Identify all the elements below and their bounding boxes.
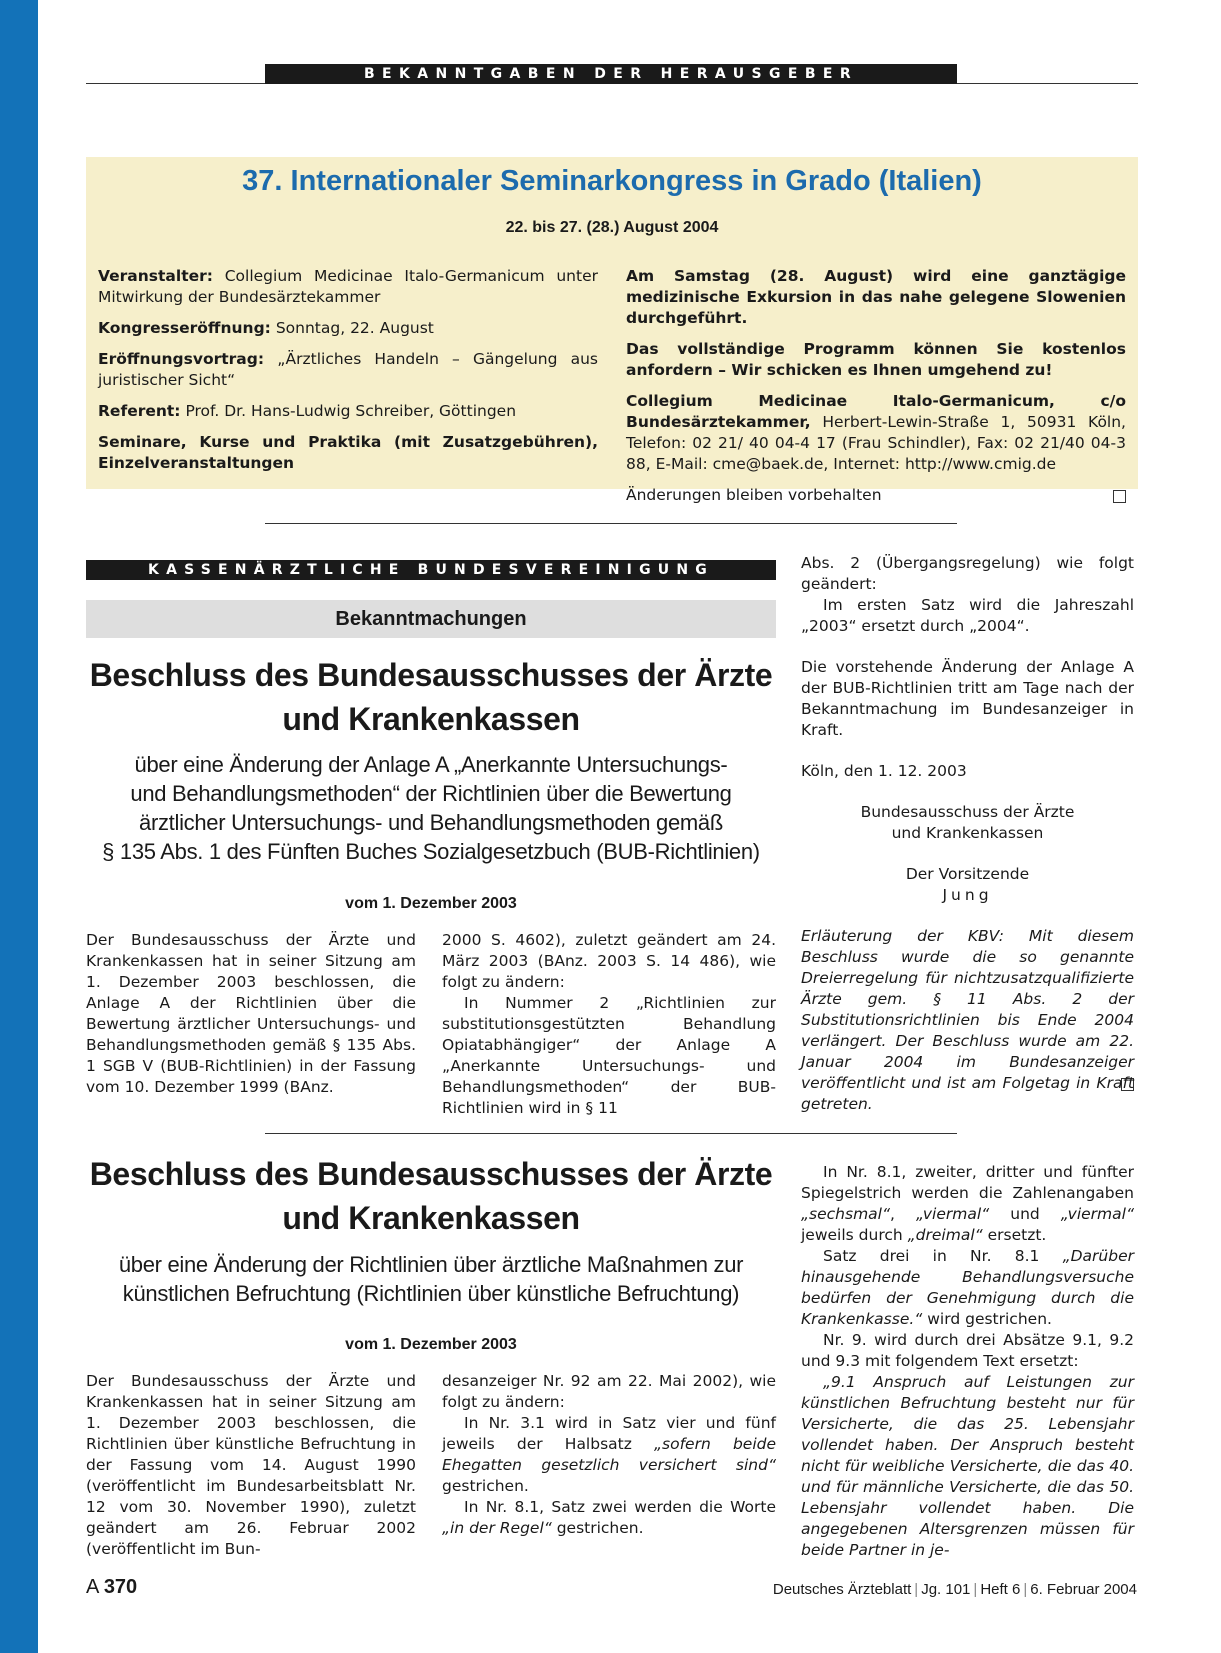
seminar-title: 37. Internationaler Seminarkongress in Grado (Italien) <box>242 165 982 197</box>
text-run: gestrichen. <box>551 1519 644 1537</box>
article1-signature-name: Jung <box>942 886 993 904</box>
article1-signature-line3: Der Vorsitzende <box>905 865 1030 883</box>
article1-kbv-note <box>801 926 1134 1115</box>
text-run: In Nr. 3.1 wird in Satz vier und fünf jeweils der Halbsatz <box>442 1414 776 1453</box>
text-run: In Nr. 8.1, Satz zwei werden die Worte <box>464 1498 776 1516</box>
seminar-info-right-column <box>626 266 1126 516</box>
journal-date: 6. Februar 2004 <box>1030 1581 1137 1598</box>
kontakt-line <box>626 391 1126 475</box>
article2-col3-p1 <box>801 1162 1134 1246</box>
eroeffnung-line <box>98 318 598 339</box>
article1-column3 <box>801 553 1134 1115</box>
text-run: In Nr. 8.1, zweiter, dritter und fünfter Spiegelstrich werden die Zahlenangaben <box>801 1163 1134 1202</box>
programm-text: Das vollständige Programm können Sie kostenlos anfordern – Wir schicken es Ihnen umgehend zu! <box>626 340 1126 379</box>
article1-sub-line4: § 135 Abs. 1 des Fünften Buches Sozialgesetzbuch (BUB-Richtlinien) <box>102 839 760 864</box>
footer-separator: | <box>914 1581 919 1598</box>
text-run: , <box>890 1205 916 1223</box>
article1-col1-text: Der Bundesausschuss der Ärzte und Krankenkassen hat in seiner Sitzung am 1. Dezember 2003 beschlossen, die Anlage A der Richtlinien über die Bewertung ärztlicher Untersuchungs- und Behandlungsmethoden gemäß § 135 Abs. 1 SGB V (BUB-Richtlinien) in der Fassung vom 10. Dezember 1999 (BAnz. <box>86 931 416 1096</box>
italic-run: „9.1 Anspruch auf Leistungen zur künstlichen Befruchtung besteht nur für Versicherte, die das 25. Lebensjahr vollendet haben. Der Anspruch besteht nicht für weibliche Versicherte, die das 40. und für männliche Versicherte, die das 50. Lebensjahr vollendet haben. Die angegebenen Altersgrenzen müssen für beide Partner in je- <box>801 1373 1134 1559</box>
article2-col3-p4 <box>801 1372 1134 1561</box>
article2-col2-p1: desanzeiger Nr. 92 am 22. Mai 2002), wie folgt zu ändern: <box>442 1372 776 1411</box>
journal-footer <box>700 1581 1137 1598</box>
eroeffnung-text: Sonntag, 22. August <box>275 319 434 337</box>
article2-headline-line2: und Krankenkassen <box>282 1200 580 1236</box>
journal-issue: Heft 6 <box>980 1581 1021 1598</box>
aenderungen-line <box>626 485 1126 506</box>
article1-sub-line2: und Behandlungsmethoden“ der Richtlinien über die Bewertung <box>130 781 732 806</box>
article1-headline <box>86 653 776 741</box>
veranstalter-text: Collegium Medicinae Italo-Germanicum unter Mitwirkung der Bundesärztekammer <box>98 267 598 306</box>
article2-sub-line2: künstlichen Befruchtung (Richtlinien über künstliche Befruchtung) <box>122 1281 740 1306</box>
seminar-info-left-column <box>98 266 598 484</box>
article1-sub-line1: über eine Änderung der Anlage A „Anerkannte Untersuchungs- <box>134 752 728 777</box>
article1-col2-p1: 2000 S. 4602), zuletzt geändert am 24. März 2003 (BAnz. 2003 S. 14 486), wie folgt zu ändern: <box>442 931 776 991</box>
article2-column1 <box>86 1371 416 1560</box>
vortrag-line <box>98 349 598 391</box>
article2-headline <box>86 1152 776 1240</box>
footer-separator: | <box>973 1581 978 1598</box>
article1-subheadline <box>86 750 776 866</box>
veranstalter-label: Veranstalter: <box>98 267 213 285</box>
article1-place-date: Köln, den 1. 12. 2003 <box>801 762 967 780</box>
kontakt-text: Herbert-Lewin-Straße 1, 50931 Köln, Telefon: 02 21/ 40 04-4 17 (Frau Schindler), Fax: 02 21/40 04-3 88, E-Mail: cme@baek.de, Internet: http://www.cmig.de <box>626 413 1126 473</box>
journal-volume: Jg. 101 <box>921 1581 971 1598</box>
italic-run: „viermal“ <box>915 1205 990 1223</box>
seminare-text: Seminare, Kurse und Praktika (mit Zusatzgebühren), Einzelveranstaltungen <box>98 433 598 472</box>
article1-column1 <box>86 930 416 1098</box>
separator-rule <box>265 1133 957 1134</box>
article1-signature-line2: und Krankenkassen <box>891 824 1044 842</box>
article1-column2 <box>442 930 776 1119</box>
article2-col1-text: Der Bundesausschuss der Ärzte und Krankenkassen hat in seiner Sitzung am 1. Dezember 2003 beschlossen, die Richtlinien über künstliche Befruchtung in der Fassung vom 14. August 1990 (veröffentlicht im Bundesarbeitsblatt Nr. 12 vom 30. November 1990), zuletzt geändert am 26. Februar 2002 (veröffentlicht im Bun- <box>86 1372 416 1558</box>
italic-run: „dreimal“ <box>907 1226 983 1244</box>
programm-line <box>626 339 1126 381</box>
blue-margin-stripe <box>0 0 38 1653</box>
article2-col2-p3 <box>442 1497 776 1539</box>
end-mark-icon <box>1113 490 1126 503</box>
article1-col3-p1: Abs. 2 (Übergangsregelung) wie folgt geändert: <box>801 554 1134 593</box>
vortrag-label: Eröffnungsvortrag: <box>98 350 265 368</box>
article2-col3-p2 <box>801 1246 1134 1330</box>
separator-rule <box>265 523 957 524</box>
samstag-text: Am Samstag (28. August) wird eine ganztägige medizinische Exkursion in das nahe gelegene Slowenien durchgeführt. <box>626 267 1126 327</box>
article1-col2-p2: In Nummer 2 „Richtlinien zur substitutionsgestützten Behandlung Opiatabhängiger“ der Anlage A „Anerkannte Untersuchungs- und Behandlungsmethoden“ der BUB-Richtlinien wird in § 11 <box>442 994 776 1117</box>
journal-name: Deutsches Ärzteblatt <box>772 1581 912 1598</box>
section-banner: BEKANNTGABEN DER HERAUSGEBER <box>265 64 957 84</box>
article2-column3 <box>801 1162 1134 1561</box>
seminare-line <box>98 432 598 474</box>
italic-run: „in der Regel“ <box>442 1519 552 1537</box>
aenderungen-text: Änderungen bleiben vorbehalten <box>626 486 882 504</box>
italic-run: „viermal“ <box>1060 1205 1134 1223</box>
text-run: jeweils durch <box>801 1226 908 1244</box>
page-prefix: A <box>86 1576 99 1598</box>
veranstalter-line <box>98 266 598 308</box>
samstag-line <box>626 266 1126 329</box>
kontakt-label: Collegium Medicinae Italo-Germanicum, c/o Bundesärztekammer, <box>626 392 1126 431</box>
footer-separator: | <box>1023 1581 1028 1598</box>
referent-text: Prof. Dr. Hans-Ludwig Schreiber, Göttingen <box>185 402 517 420</box>
italic-run: „sechsmal“ <box>801 1205 890 1223</box>
seminar-date: 22. bis 27. (28.) August 2004 <box>505 219 719 236</box>
text-run: ersetzt. <box>982 1226 1047 1244</box>
article1-sub-line3: ärztlicher Untersuchungs- und Behandlungsmethoden gemäß <box>139 810 723 835</box>
page-number <box>86 1576 137 1599</box>
article2-subheadline <box>86 1250 776 1308</box>
section-label: Bekanntmachungen <box>86 600 776 638</box>
article2-col2-p2 <box>442 1413 776 1497</box>
kbv-banner: KASSENÄRZTLICHE BUNDESVEREINIGUNG <box>86 560 776 580</box>
article1-col3-p2: Im ersten Satz wird die Jahreszahl „2003“ ersetzt durch „2004“. <box>801 596 1134 635</box>
referent-label: Referent: <box>98 402 181 420</box>
article1-col3-p3: Die vorstehende Änderung der Anlage A der BUB-Richtlinien tritt am Tage nach der Bekanntmachung im Bundesanzeiger in Kraft. <box>801 658 1134 739</box>
article2-dateline: vom 1. Dezember 2003 <box>345 1336 517 1353</box>
italic-run: „Darüber hinausgehende Behandlungsversuche bedürfen der Genehmigung durch die Krankenkasse.“ <box>801 1247 1134 1328</box>
text-run: Satz drei in Nr. 8.1 <box>823 1247 1063 1265</box>
eroeffnung-label: Kongresseröffnung: <box>98 319 271 337</box>
referent-line <box>98 401 598 422</box>
article2-headline-line1: Beschluss des Bundesausschusses der Ärzte <box>89 1156 773 1192</box>
italic-run: „sofern beide Ehegatten gesetzlich versichert sind“ <box>442 1435 776 1474</box>
article2-col3-p3: Nr. 9. wird durch drei Absätze 9.1, 9.2 und 9.3 mit folgendem Text ersetzt: <box>801 1331 1134 1370</box>
article1-kbv-note-text: Erläuterung der KBV: Mit diesem Beschluss wurde die so genannte Dreierregelung für nichtzusatzqualifizierte Ärzte gem. § 11 Abs. 2 der Substitutionsrichtlinien bis Ende 2004 verlängert. Der Beschluss wurde am 22. Januar 2004 im Bundesanzeiger veröffentlicht und ist am Folgetag in Kraft getreten. <box>801 927 1134 1113</box>
article2-sub-line1: über eine Änderung der Richtlinien über ärztliche Maßnahmen zur <box>118 1252 744 1277</box>
article2-column2 <box>442 1371 776 1539</box>
article1-signature-line1: Bundesausschuss der Ärzte <box>860 803 1075 821</box>
page-number-value: 370 <box>103 1576 138 1598</box>
vortrag-text: „Ärztliches Handeln – Gängelung aus juristischer Sicht“ <box>98 350 598 389</box>
text-run: wird gestrichen. <box>922 1310 1052 1328</box>
article1-headline-line2: und Krankenkassen <box>282 701 580 737</box>
text-run: gestrichen. <box>442 1477 529 1495</box>
text-run: und <box>989 1205 1061 1223</box>
article1-dateline: vom 1. Dezember 2003 <box>345 895 517 912</box>
article1-headline-line1: Beschluss des Bundesausschusses der Ärzte <box>89 657 773 693</box>
